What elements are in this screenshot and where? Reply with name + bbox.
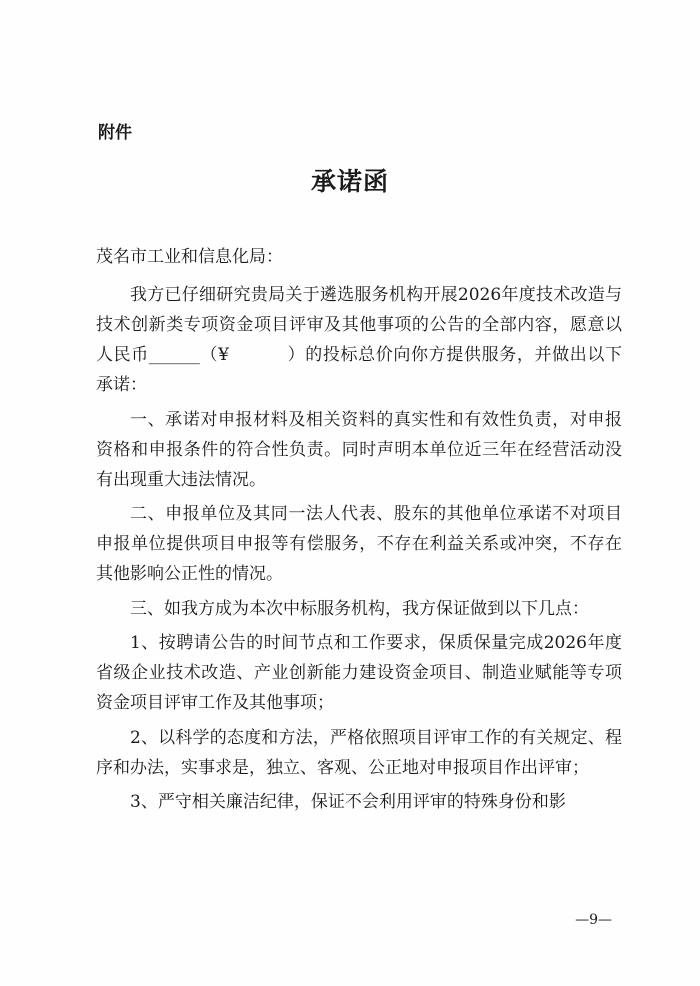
guarantee-item-2: 2、以科学的态度和方法，严格依照项目评审工作的有关规定、程序和办法，实事求是，独立、客观、公正地对申报项目作出评审； [96,727,622,778]
commitment-paragraph-2: 二、申报单位及其同一法人代表、股东的其他单位承诺不对项目申报单位提供项目申报等有偿服务，不存在利益关系或冲突，不存在其他影响公正性的情况。 [96,504,622,584]
commitment-paragraph-3: 三、如我方成为本次中标服务机构，我方保证做到以下几点： [130,598,589,619]
document-title: 承诺函 [310,167,389,196]
intro-paragraph [96,280,622,400]
guarantee-item-1: 1、按聘请公告的时间节点和工作要求，保质保量完成2026年度省级企业技术改造、产业创新能力建设资金项目、制造业赋能等专项资金项目评审工作及其他事项； [96,633,622,713]
intro-after-price: ）的投标总价向你方提供服务，并做出以下承诺： [96,345,622,395]
attachment-label: 附件 [98,123,132,143]
page-number: —9— [575,912,612,928]
salutation: 茂名市工业和信息化局： [96,247,283,267]
intro-before-price: 我方已仔细研究贵局关于遴选服务机构开展2026年度技术改造与技术创新类专项资金项目评审及其他事项的公告的全部内容，愿意以人民币______（¥ [96,285,622,365]
commitment-paragraph-1: 一、承诺对申报材料及相关资料的真实性和有效性负责，对申报资格和申报条件的符合性负责。同时声明本单位近三年在经营活动没有出现重大违法情况。 [96,409,622,490]
document-body [96,280,622,822]
guarantee-item-3: 3、严守相关廉洁纪律，保证不会利用评审的特殊身份和影 [130,792,566,812]
